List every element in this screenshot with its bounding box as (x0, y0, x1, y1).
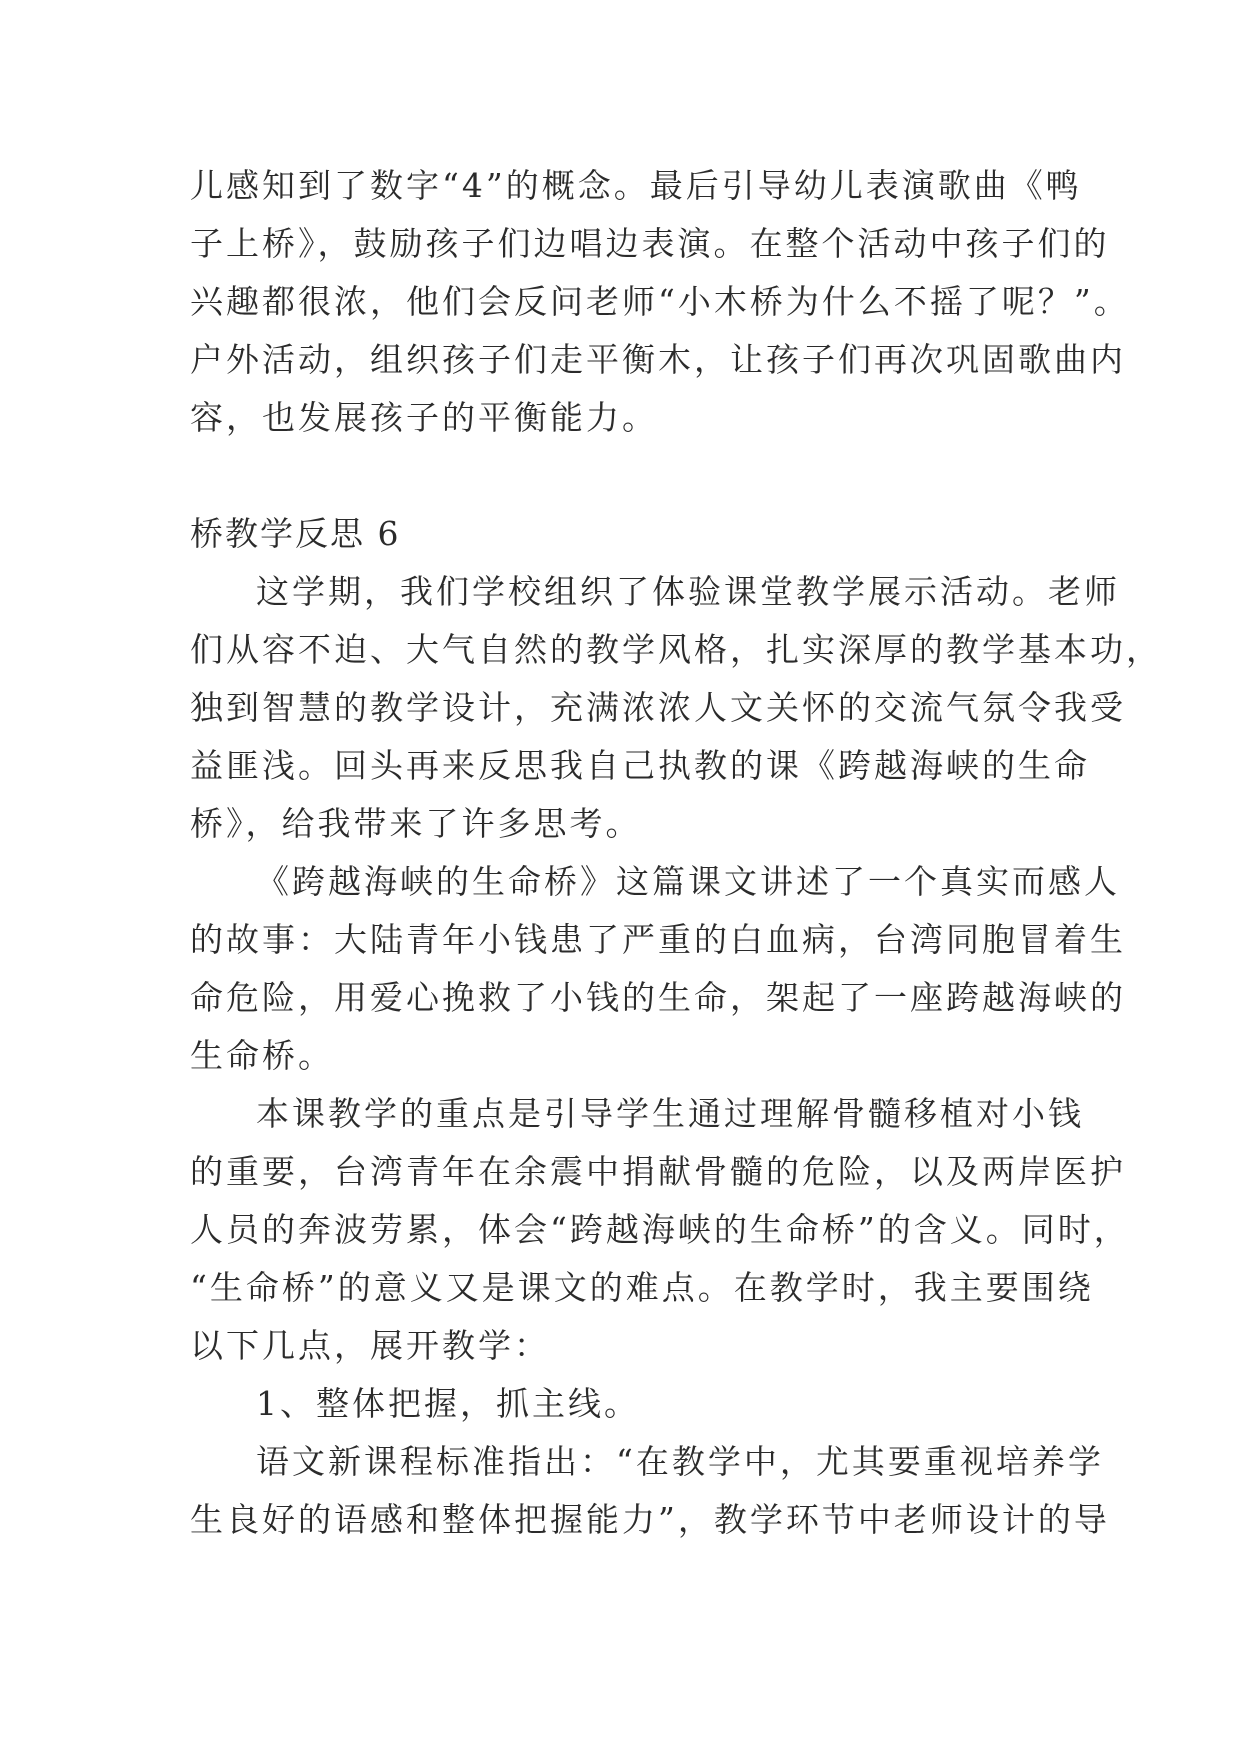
section-title: 桥教学反思 6 (190, 514, 401, 553)
paragraph-3-line-2: 的故事：大陆青年小钱患了严重的白血病，台湾同胞冒着生 (190, 920, 1126, 959)
paragraph-1-line-4: 户外活动，组织孩子们走平衡木，让孩子们再次巩固歌曲内 (190, 340, 1126, 379)
paragraph-2-line-5: 桥》，给我带来了许多思考。 (190, 804, 642, 843)
paragraph-5-line-2: 生良好的语感和整体把握能力”，教学环节中老师设计的导 (190, 1500, 1110, 1539)
paragraph-2-line-3: 独到智慧的教学设计，充满浓浓人文关怀的交流气氛令我受 (190, 688, 1126, 727)
paragraph-1-line-1: 儿感知到了数字“4”的概念。最后引导幼儿表演歌曲《鸭 (190, 166, 1082, 205)
paragraph-4-line-4: “生命桥”的意义又是课文的难点。在教学时，我主要围绕 (190, 1268, 1094, 1307)
paragraph-3-line-1: 《跨越海峡的生命桥》这篇课文讲述了一个真实而感人 (256, 862, 1120, 901)
paragraph-2-line-4: 益匪浅。回头再来反思我自己执教的课《跨越海峡的生命 (190, 746, 1090, 785)
list-item-1: 1、整体把握，抓主线。 (256, 1384, 640, 1423)
paragraph-4-line-1: 本课教学的重点是引导学生通过理解骨髓移植对小钱 (256, 1094, 1084, 1133)
paragraph-3-line-3: 命危险，用爱心挽救了小钱的生命，架起了一座跨越海峡的 (190, 978, 1126, 1017)
paragraph-4-line-3: 人员的奔波劳累，体会“跨越海峡的生命桥”的含义。同时， (190, 1210, 1130, 1249)
paragraph-4-line-2: 的重要，台湾青年在余震中捐献骨髓的危险，以及两岸医护 (190, 1152, 1126, 1191)
paragraph-4-line-5: 以下几点，展开教学： (190, 1326, 550, 1365)
paragraph-3-line-4: 生命桥。 (190, 1036, 334, 1075)
paragraph-1-line-5: 容，也发展孩子的平衡能力。 (190, 398, 658, 437)
paragraph-1-line-2: 子上桥》，鼓励孩子们边唱边表演。在整个活动中孩子们的 (190, 224, 1110, 263)
paragraph-5-line-1: 语文新课程标准指出：“在教学中，尤其要重视培养学 (256, 1442, 1104, 1481)
paragraph-2-line-2: 们从容不迫、大气自然的教学风格，扎实深厚的教学基本功， (190, 630, 1162, 669)
paragraph-1-line-3: 兴趣都很浓，他们会反问老师“小木桥为什么不摇了呢？”。 (190, 282, 1130, 321)
paragraph-2-line-1: 这学期，我们学校组织了体验课堂教学展示活动。老师 (256, 572, 1120, 611)
